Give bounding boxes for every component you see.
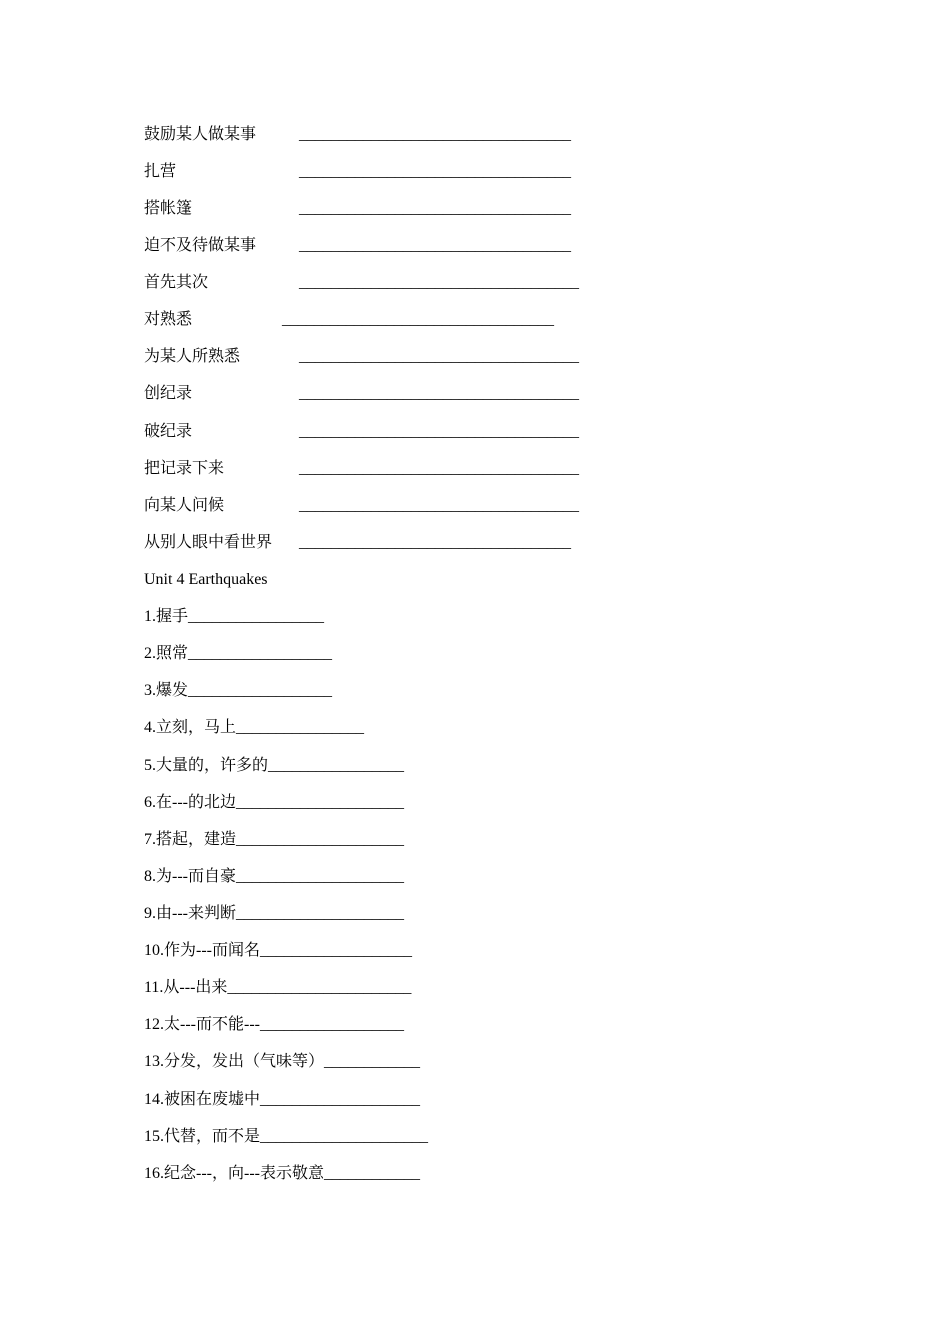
- vocab-label: 从别人眼中看世界: [144, 534, 273, 551]
- vocab-label: 创纪录: [144, 385, 193, 402]
- answer-blank[interactable]: __________________________________: [299, 534, 571, 551]
- numbered-item: 14.被困在废墟中____________________: [144, 1091, 421, 1108]
- answer-blank[interactable]: ___________________________________: [299, 460, 579, 477]
- vocab-label: 对熟悉: [144, 311, 193, 328]
- answer-blank[interactable]: ___________________________________: [299, 385, 579, 402]
- numbered-item: 2.照常__________________: [144, 645, 333, 662]
- answer-blank[interactable]: ___________________________________: [299, 497, 579, 514]
- vocab-item: [144, 124, 256, 146]
- numbered-item: 3.爆发__________________: [144, 682, 333, 699]
- vocab-label: 向某人问候: [144, 497, 225, 514]
- numbered-item: 10.作为---而闻名___________________: [144, 942, 412, 959]
- numbered-item: 6.在---的北边_____________________: [144, 794, 404, 811]
- vocab-label: 把记录下来: [144, 460, 225, 477]
- numbered-item: 8.为---而自豪_____________________: [144, 868, 404, 885]
- numbered-item: 7.搭起，建造_____________________: [144, 831, 405, 848]
- vocab-item: [144, 383, 192, 405]
- vocab-item: [144, 532, 272, 554]
- numbered-item: 11.从---出来_______________________: [144, 979, 412, 996]
- vocab-label: 破纪录: [144, 423, 193, 440]
- numbered-item: 13.分发，发出（气味等）____________: [144, 1053, 421, 1070]
- numbered-item: 16.纪念---，向---表示敬意____________: [144, 1165, 420, 1182]
- vocab-item: [144, 309, 192, 331]
- vocab-item: [144, 198, 192, 220]
- vocab-label: 搭帐篷: [144, 200, 193, 217]
- vocab-item: [144, 235, 256, 257]
- vocab-item: [144, 421, 192, 443]
- vocab-item: [144, 272, 208, 294]
- vocab-item: [144, 495, 224, 517]
- answer-blank[interactable]: __________________________________: [299, 163, 571, 180]
- vocab-item: [144, 458, 224, 480]
- vocab-label: 鼓励某人做某事: [144, 126, 257, 143]
- answer-blank[interactable]: ___________________________________: [299, 348, 579, 365]
- vocab-item: [144, 161, 176, 183]
- numbered-item: 4.立刻，马上________________: [144, 719, 365, 736]
- vocab-label: 为某人所熟悉: [144, 348, 241, 365]
- vocab-label: 迫不及待做某事: [144, 237, 257, 254]
- answer-blank[interactable]: __________________________________: [282, 311, 554, 328]
- vocab-label: 首先其次: [144, 274, 209, 291]
- unit-heading: Unit 4 Earthquakes: [144, 571, 268, 588]
- numbered-item: 5.大量的，许多的_________________: [144, 757, 405, 774]
- answer-blank[interactable]: ___________________________________: [299, 274, 579, 291]
- vocab-label: 扎营: [144, 163, 177, 180]
- numbered-item: 12.太---而不能---__________________: [144, 1016, 404, 1033]
- answer-blank[interactable]: __________________________________: [299, 200, 571, 217]
- answer-blank[interactable]: __________________________________: [299, 237, 571, 254]
- numbered-item: 9.由---来判断_____________________: [144, 905, 404, 922]
- answer-blank[interactable]: ___________________________________: [299, 423, 579, 440]
- numbered-item: 15.代替，而不是_____________________: [144, 1128, 429, 1145]
- answer-blank[interactable]: __________________________________: [299, 126, 571, 143]
- numbered-item: 1.握手_________________: [144, 608, 325, 625]
- vocab-item: [144, 346, 240, 368]
